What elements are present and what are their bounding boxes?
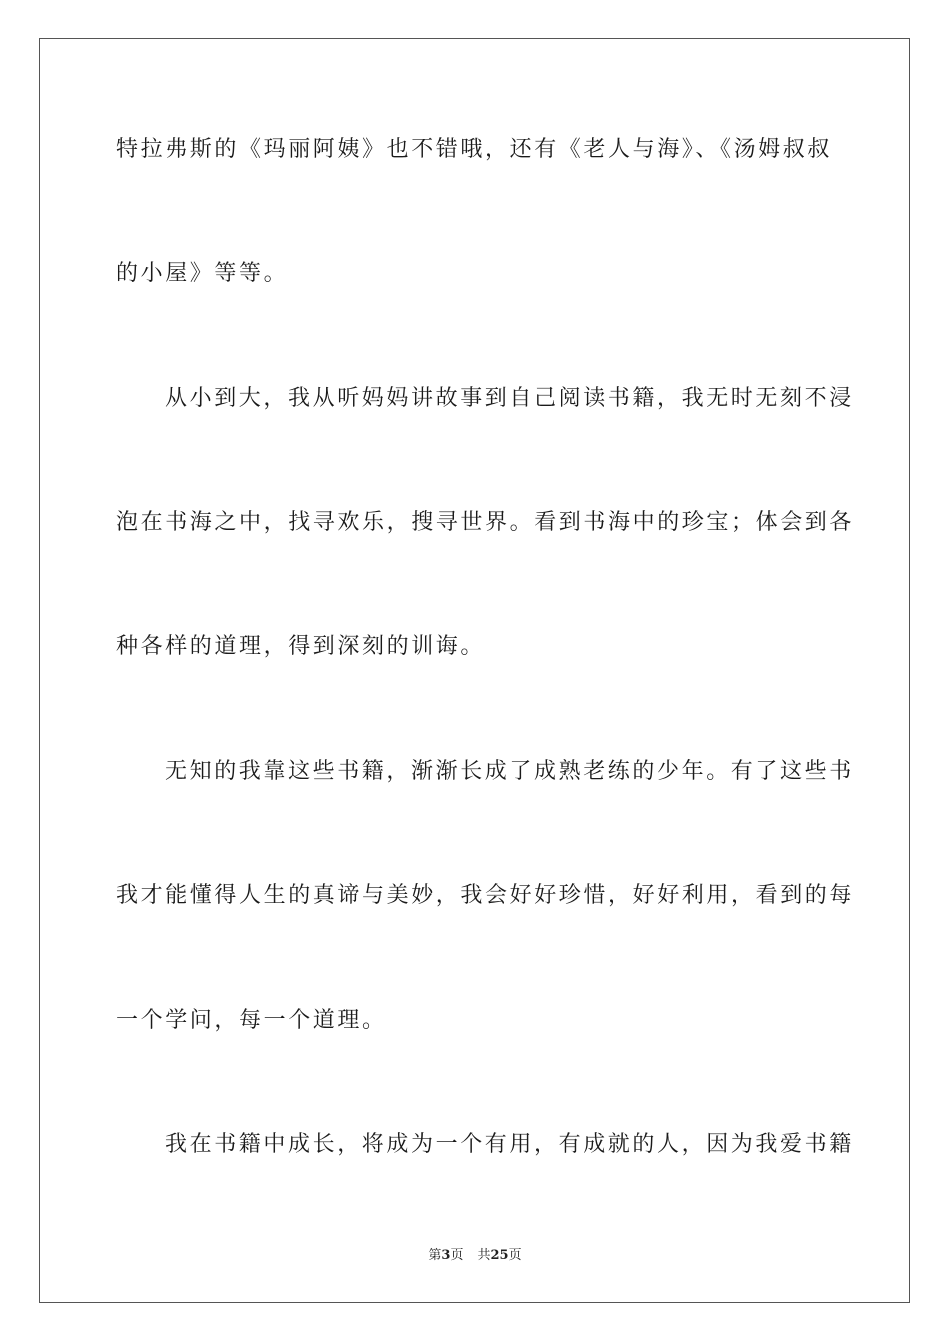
text-line-4: 泡在书海之中，找寻欢乐，搜寻世界。看到书海中的珍宝；体会到各 — [116, 510, 855, 535]
page-number: 3 — [441, 1248, 451, 1263]
text-line-2: 的小屋》等等。 — [116, 261, 289, 286]
total-pages: 25 — [490, 1248, 509, 1263]
page-footer — [0, 1247, 950, 1265]
text-line-9: 我在书籍中成长，将成为一个有用，有成就的人，因为我爱书籍 — [165, 1132, 854, 1157]
page-prefix: 第 — [428, 1248, 442, 1263]
page-suffix: 页 — [450, 1248, 464, 1263]
text-line-3: 从小到大，我从听妈妈讲故事到自己阅读书籍，我无时无刻不浸 — [165, 386, 854, 411]
text-line-8: 一个学问，每一个道理。 — [116, 1008, 387, 1033]
text-line-5: 种各样的道理，得到深刻的训诲。 — [116, 634, 486, 659]
text-line-6: 无知的我靠这些书籍，渐渐长成了成熟老练的少年。有了这些书 — [165, 759, 854, 784]
total-suffix: 页 — [508, 1248, 522, 1263]
page-border — [39, 38, 910, 1303]
text-line-1: 特拉弗斯的《玛丽阿姨》也不错哦，还有《老人与海》、《汤姆叔叔 — [116, 137, 833, 162]
text-line-7: 我才能懂得人生的真谛与美妙，我会好好珍惜，好好利用，看到的每 — [116, 883, 855, 908]
total-prefix: 共 — [477, 1248, 491, 1263]
